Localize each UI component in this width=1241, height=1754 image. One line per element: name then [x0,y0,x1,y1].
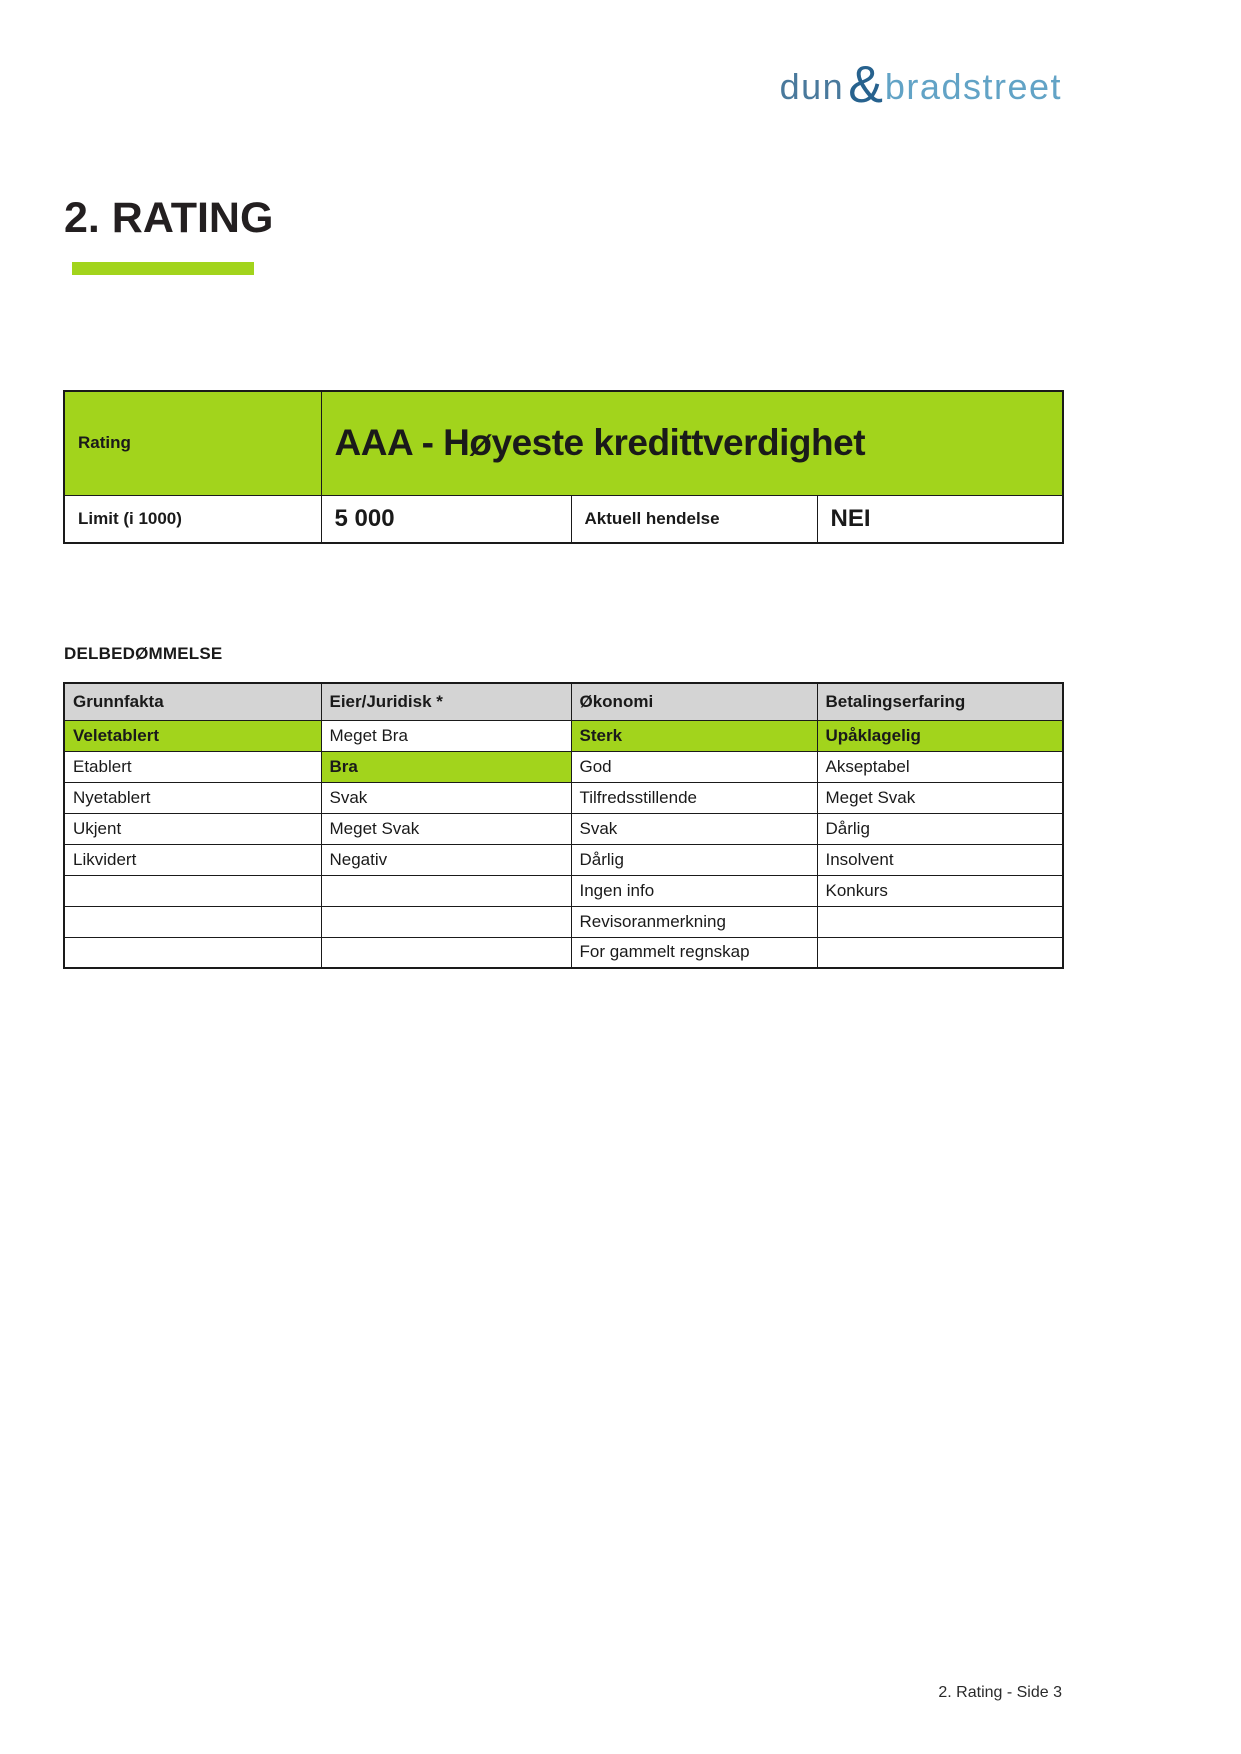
grade-cell: Negativ [321,844,571,875]
rating-value: AAA - Høyeste kredittverdighet [321,391,1063,495]
column-header: Betalingserfaring [817,683,1063,720]
grade-cell [321,937,571,968]
grade-cell: For gammelt regnskap [571,937,817,968]
grade-cell [321,875,571,906]
grade-cell: Konkurs [817,875,1063,906]
grade-cell [64,937,321,968]
table-row [64,906,1063,937]
grade-cell: Ukjent [64,813,321,844]
column-header: Økonomi [571,683,817,720]
table-row [64,844,1063,875]
logo-text-dun: dun [779,66,845,107]
grade-cell: Dårlig [817,813,1063,844]
grade-cell: Meget Svak [321,813,571,844]
table-row [64,720,1063,751]
event-value: NEI [817,495,1063,543]
grade-cell: Akseptabel [817,751,1063,782]
grade-cell: Revisoranmerkning [571,906,817,937]
dun-bradstreet-logo [779,56,1062,114]
selected-grade-cell: Sterk [571,720,817,751]
grade-cell [817,906,1063,937]
limit-value: 5 000 [321,495,571,543]
column-header: Eier/Juridisk * [321,683,571,720]
grade-cell [64,875,321,906]
grade-cell: Likvidert [64,844,321,875]
ampersand-icon: & [848,56,883,114]
delbedommelse-table [63,682,1064,969]
grade-cell [321,906,571,937]
column-header: Grunnfakta [64,683,321,720]
selected-grade-cell: Upåklagelig [817,720,1063,751]
table-row [64,782,1063,813]
selected-grade-cell: Veletablert [64,720,321,751]
grade-cell: Svak [571,813,817,844]
selected-grade-cell: Bra [321,751,571,782]
grade-cell [817,937,1063,968]
event-label: Aktuell hendelse [571,495,817,543]
grade-cell: Etablert [64,751,321,782]
grade-cell: Ingen info [571,875,817,906]
grade-cell [64,906,321,937]
table-row [64,751,1063,782]
table-row [64,937,1063,968]
page-footer: 2. Rating - Side 3 [938,1684,1062,1701]
grade-cell: Meget Svak [817,782,1063,813]
logo-text-bradstreet: bradstreet [884,66,1062,107]
grade-cell: Nyetablert [64,782,321,813]
page-title: 2. RATING [64,194,274,242]
grade-cell: Tilfredsstillende [571,782,817,813]
heading-accent-bar [72,262,254,275]
grade-cell: God [571,751,817,782]
rating-table [63,390,1064,544]
grade-cell: Meget Bra [321,720,571,751]
table-row [64,875,1063,906]
grade-cell: Dårlig [571,844,817,875]
grade-cell: Svak [321,782,571,813]
table-row [64,813,1063,844]
grade-cell: Insolvent [817,844,1063,875]
limit-label: Limit (i 1000) [64,495,321,543]
section-title-delbedommelse: DELBEDØMMELSE [64,644,223,663]
rating-label: Rating [64,391,321,495]
